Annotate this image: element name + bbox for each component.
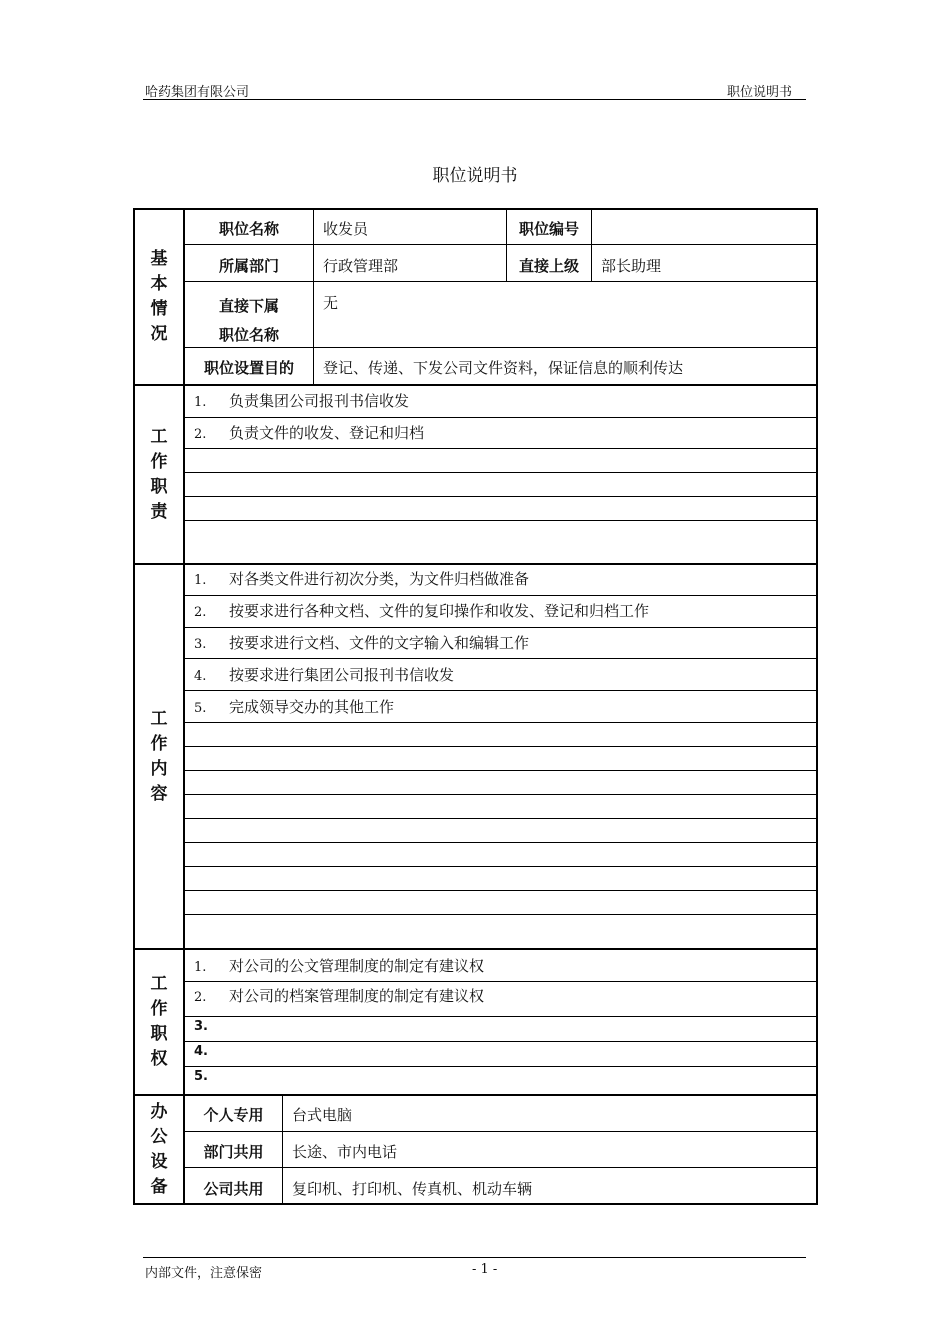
- duty-item: 2. 负责文件的收发、登记和归档: [194, 424, 425, 442]
- footer-divider: [143, 1257, 806, 1258]
- row-divider: [185, 448, 816, 449]
- row-divider: [185, 842, 816, 843]
- section-divider: [135, 384, 816, 386]
- section-equipment-label: 办 公 设 备: [150, 1102, 168, 1197]
- row-divider: [185, 818, 816, 819]
- page-number: - 1 -: [472, 1262, 498, 1277]
- purpose-value: 登记、传递、下发公司文件资料，保证信息的顺利传达: [323, 359, 684, 377]
- position-name-label: 职位名称: [218, 220, 279, 238]
- section-divider: [135, 948, 816, 950]
- section-basic-label: 基 本 情 况: [150, 249, 168, 344]
- row-divider: [185, 914, 816, 915]
- superior-label: 直接上级: [518, 257, 579, 275]
- section-divider: [135, 1094, 816, 1096]
- row-divider: [185, 746, 816, 747]
- personal-equipment-value: 台式电脑: [292, 1106, 353, 1124]
- purpose-label: 职位设置目的: [203, 359, 294, 377]
- department-label: 所属部门: [218, 257, 279, 275]
- content-item: 2. 按要求进行各种文档、文件的复印操作和收发、登记和归档工作: [194, 602, 650, 620]
- row-divider: [185, 1131, 816, 1132]
- row-divider: [185, 1016, 816, 1017]
- company-equipment-label: 公司共用: [203, 1180, 264, 1198]
- row-divider: [185, 890, 816, 891]
- row-divider: [185, 1066, 816, 1067]
- content-item: 4. 按要求进行集团公司报刊书信收发: [194, 666, 455, 684]
- row-divider: [185, 496, 816, 497]
- authority-empty-num: 3.: [194, 1019, 208, 1034]
- position-code-label: 职位编号: [518, 220, 579, 238]
- section-duties-label: 工 作 职 责: [150, 426, 168, 522]
- subordinate-label: 直接下属 职位名称: [218, 297, 279, 344]
- row-divider: [185, 595, 816, 596]
- row-divider: [185, 794, 816, 795]
- row-divider: [185, 981, 816, 982]
- duty-item: 1. 负责集团公司报刊书信收发: [194, 392, 410, 410]
- authority-item: 2. 对公司的档案管理制度的制定有建议权: [194, 987, 485, 1005]
- row-divider: [185, 627, 816, 628]
- row-divider: [185, 770, 816, 771]
- row-divider: [185, 472, 816, 473]
- row-divider: [185, 1041, 816, 1042]
- row-divider: [185, 866, 816, 867]
- col-divider: [591, 210, 592, 281]
- authority-empty-num: 4.: [194, 1044, 208, 1059]
- section-content-label: 工 作 内 容: [150, 708, 168, 804]
- authority-item: 1. 对公司的公文管理制度的制定有建议权: [194, 957, 485, 975]
- row-divider: [185, 658, 816, 659]
- col-divider: [313, 210, 314, 384]
- row-divider: [185, 281, 816, 282]
- personal-equipment-label: 个人专用: [203, 1106, 264, 1124]
- header-divider: [143, 99, 806, 100]
- subordinate-value: 无: [323, 294, 339, 312]
- row-divider: [185, 244, 816, 245]
- section-divider: [135, 563, 816, 565]
- authority-empty-num: 5.: [194, 1069, 208, 1084]
- department-equipment-value: 长途、市内电话: [292, 1143, 398, 1161]
- content-item: 3. 按要求进行文档、文件的文字输入和编辑工作: [194, 634, 530, 652]
- content-item: 5. 完成领导交办的其他工作: [194, 698, 395, 716]
- col-divider: [282, 1096, 283, 1204]
- section-authority-label: 工 作 职 权: [150, 974, 168, 1069]
- row-divider: [185, 520, 816, 521]
- department-equipment-label: 部门共用: [203, 1143, 264, 1161]
- department-value: 行政管理部: [323, 257, 399, 275]
- row-divider: [185, 1167, 816, 1168]
- superior-value: 部长助理: [601, 257, 662, 275]
- company-equipment-value: 复印机、打印机、传真机、机动车辆: [292, 1180, 533, 1198]
- footer-note: 内部文件，注意保密: [145, 1266, 263, 1281]
- header-doc-type: 职位说明书: [727, 85, 793, 100]
- page-title: 职位说明书: [432, 166, 518, 186]
- content-item: 1. 对各类文件进行初次分类，为文件归档做准备: [194, 570, 530, 588]
- header-company: 哈药集团有限公司: [145, 85, 250, 100]
- row-divider: [185, 417, 816, 418]
- row-divider: [185, 690, 816, 691]
- position-name-value: 收发员: [323, 220, 369, 238]
- row-divider: [185, 722, 816, 723]
